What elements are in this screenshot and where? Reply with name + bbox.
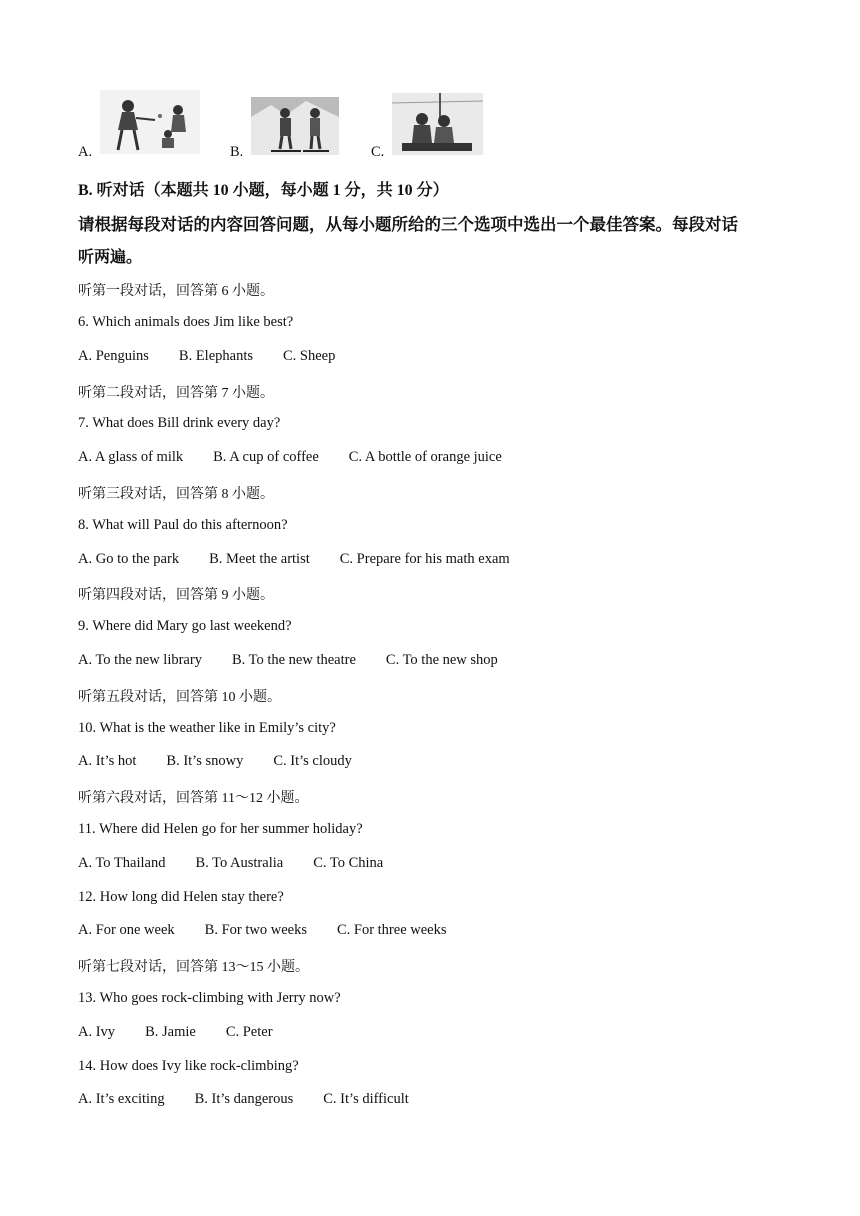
option-b[interactable]: B. It’s dangerous — [194, 1091, 294, 1107]
question-13: 13. Who goes rock-climbing with Jerry now? — [78, 990, 341, 1006]
people-sitting-outdoors-image — [392, 93, 483, 155]
option-a[interactable]: A. To Thailand — [78, 855, 166, 871]
option-b[interactable]: B. For two weeks — [204, 922, 307, 938]
picture-label-b: B. — [230, 144, 244, 160]
options-14 — [78, 1091, 439, 1108]
option-b[interactable]: B. To the new theatre — [231, 652, 356, 668]
option-a[interactable]: A. It’s hot — [78, 753, 137, 769]
option-c[interactable]: C. Peter — [225, 1024, 273, 1040]
children-playing-snow-image — [100, 90, 200, 154]
dialogue-cue: 听第一段对话，回答第 6 小题。 — [78, 284, 274, 299]
picture-label-a: A. — [78, 144, 93, 160]
picture-label-c: C. — [371, 144, 385, 160]
question-7: 7. What does Bill drink every day? — [78, 415, 281, 431]
question-8: 8. What will Paul do this afternoon? — [78, 517, 288, 533]
option-b[interactable]: B. Meet the artist — [209, 551, 310, 567]
option-b[interactable]: B. Elephants — [178, 348, 254, 364]
question-12: 12. How long did Helen stay there? — [78, 889, 284, 905]
option-b[interactable]: B. Jamie — [145, 1024, 196, 1040]
option-c[interactable]: C. Sheep — [283, 348, 336, 364]
dialogue-cue: 听第四段对话，回答第 9 小题。 — [78, 588, 274, 603]
option-b[interactable]: B. To Australia — [195, 855, 284, 871]
option-a[interactable]: A. Penguins — [78, 348, 149, 364]
dialogue-cue: 听第二段对话，回答第 7 小题。 — [78, 386, 274, 401]
option-a[interactable]: A. A glass of milk — [78, 449, 184, 465]
people-skiing-image — [251, 97, 339, 155]
option-c[interactable]: C. To the new shop — [385, 652, 498, 668]
question-9: 9. Where did Mary go last weekend? — [78, 618, 292, 634]
question-6: 6. Which animals does Jim like best? — [78, 314, 294, 330]
option-a[interactable]: A. It’s exciting — [78, 1091, 165, 1107]
question-10: 10. What is the weather like in Emily’s city? — [78, 720, 336, 736]
question-11: 11. Where did Helen go for her summer holiday? — [78, 821, 363, 837]
dialogue-cue: 听第五段对话，回答第 10 小题。 — [78, 690, 281, 705]
option-a[interactable]: A. For one week — [78, 922, 175, 938]
options-8 — [78, 551, 540, 568]
option-c[interactable]: C. It’s cloudy — [273, 753, 352, 769]
option-a[interactable]: A. Go to the park — [78, 551, 180, 567]
options-12 — [78, 922, 477, 939]
options-9 — [78, 652, 528, 669]
section-title: B. 听对话（本题共 10 小题，每小题 1 分，共 10 分） — [78, 182, 449, 199]
option-c[interactable]: C. For three weeks — [336, 922, 447, 938]
options-7 — [78, 449, 532, 466]
options-13 — [78, 1024, 303, 1041]
option-c[interactable]: C. A bottle of orange juice — [348, 449, 502, 465]
options-11 — [78, 855, 413, 872]
options-6 — [78, 348, 365, 365]
option-c[interactable]: C. Prepare for his math exam — [339, 551, 510, 567]
option-c[interactable]: C. It’s difficult — [323, 1091, 409, 1107]
option-b[interactable]: B. It’s snowy — [166, 753, 244, 769]
option-a[interactable]: A. Ivy — [78, 1024, 116, 1040]
option-c[interactable]: C. To China — [313, 855, 384, 871]
dialogue-cue: 听第三段对话，回答第 8 小题。 — [78, 487, 274, 502]
option-a[interactable]: A. To the new library — [78, 652, 202, 668]
dialogue-cue: 听第七段对话，回答第 13～15 小题。 — [78, 960, 309, 975]
section-instruction-line1: 请根据每段对话的内容回答问题，从每小题所给的三个选项中选出一个最佳答案。每段对话 — [78, 215, 738, 234]
dialogue-cue: 听第六段对话，回答第 11～12 小题。 — [78, 791, 309, 806]
option-b[interactable]: B. A cup of coffee — [213, 449, 319, 465]
section-instruction-line2: 听两遍。 — [78, 249, 143, 266]
question-14: 14. How does Ivy like rock-climbing? — [78, 1058, 299, 1074]
options-10 — [78, 753, 382, 770]
